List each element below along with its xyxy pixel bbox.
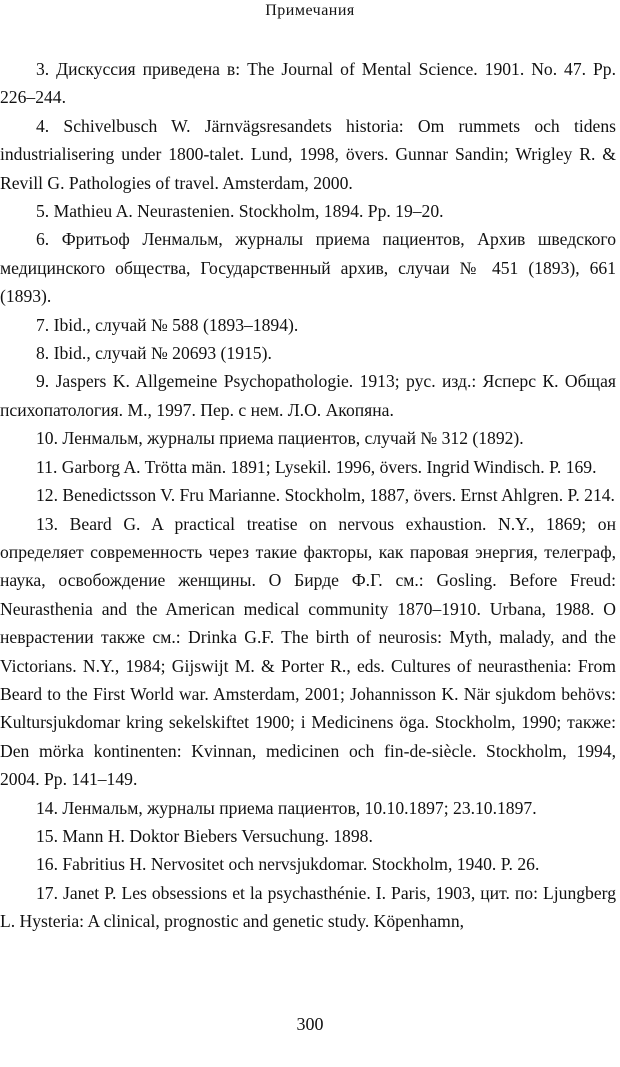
note-6: 6. Фритьоф Ленмальм, журналы приема пациентов, Архив шведского медицинского общества, Государственный архив, случаи № 451 (1893), 661 (1893). <box>0 229 616 307</box>
note-12: 12. Benedictsson V. Fru Marianne. Stockholm, 1887, övers. Ernst Ahlgren. P. 214. <box>36 485 615 506</box>
note-9: 9. Jaspers K. Allgemeine Psychopathologie. 1913; рус. изд.: Ясперс К. Общая психопатология. М., 1997. Пер. с нем. Л.О. Акопяна. <box>0 371 616 420</box>
note-16: 16. Fabritius H. Nervositet och nervsjukdomar. Stockholm, 1940. P. 26. <box>36 854 540 875</box>
notes-list <box>0 55 616 936</box>
note-11: 11. Garborg A. Trötta män. 1891; Lysekil. 1996, övers. Ingrid Windisch. P. 169. <box>36 456 597 477</box>
note-15: 15. Mann H. Doktor Biebers Versuchung. 1898. <box>36 825 373 846</box>
note-7: 7. Ibid., случай № 588 (1893–1894). <box>36 314 299 335</box>
note-5: 5. Mathieu A. Neurastenien. Stockholm, 1894. Pp. 19–20. <box>36 201 444 222</box>
note-10: 10. Ленмальм, журналы приема пациентов, случай № 312 (1892). <box>36 428 524 449</box>
note-8: 8. Ibid., случай № 20693 (1915). <box>36 343 272 364</box>
note-17: 17. Janet P. Les obsessions et la psychasthénie. I. Paris, 1903, цит. по: Ljungberg L. Hysteria: A clinical, prognostic and genetic study. Köpenhamn, <box>0 882 616 932</box>
note-4: 4. Schivelbusch W. Järnvägsresandets historia: Om rummets och tidens industrialisering under 1800-talet. Lund, 1998, övers. Gunnar Sandin; Wrigley R. & Revill G. Pathologies of travel. Amsterdam, 2000. <box>0 115 616 193</box>
page-number: 300 <box>296 1014 324 1034</box>
note-3: 3. Дискуссия приведена в: The Journal of Mental Science. 1901. No. 47. Pp. 226–244. <box>0 59 616 108</box>
note-13: 13. Beard G. A practical treatise on nervous exhaustion. N.Y., 1869; он определяет современность через такие факторы, как паровая энергия, телеграф, наука, освобождение женщины. О Бирде Ф.Г. см.: Gosling. Before Freud: Neurasthenia and the American medical community 1870–1910. Urbana, 1988. О неврастении также см.: Drinka G.F. The birth of neurosis: Myth, malady, and the Victorians. N.Y., 1984; Gijswijt M. & Porter R., eds. Cultures of neurasthenia: From Beard to the First World war. Amsterdam, 2001; Johannisson K. När sjukdom behövs: Kultursjukdomar kring sekelskiftet 1900; i Medicinens öga. Stockholm, 1990; также: Den mörka kontinenten: Kvinnan, medicinen och fin-de-siècle. Stockholm, 1994, 2004. Pp. 141–149. <box>0 513 616 790</box>
note-14: 14. Ленмальм, журналы приема пациентов, 10.10.1897; 23.10.1897. <box>36 797 537 818</box>
running-header: Примечания <box>265 2 355 19</box>
